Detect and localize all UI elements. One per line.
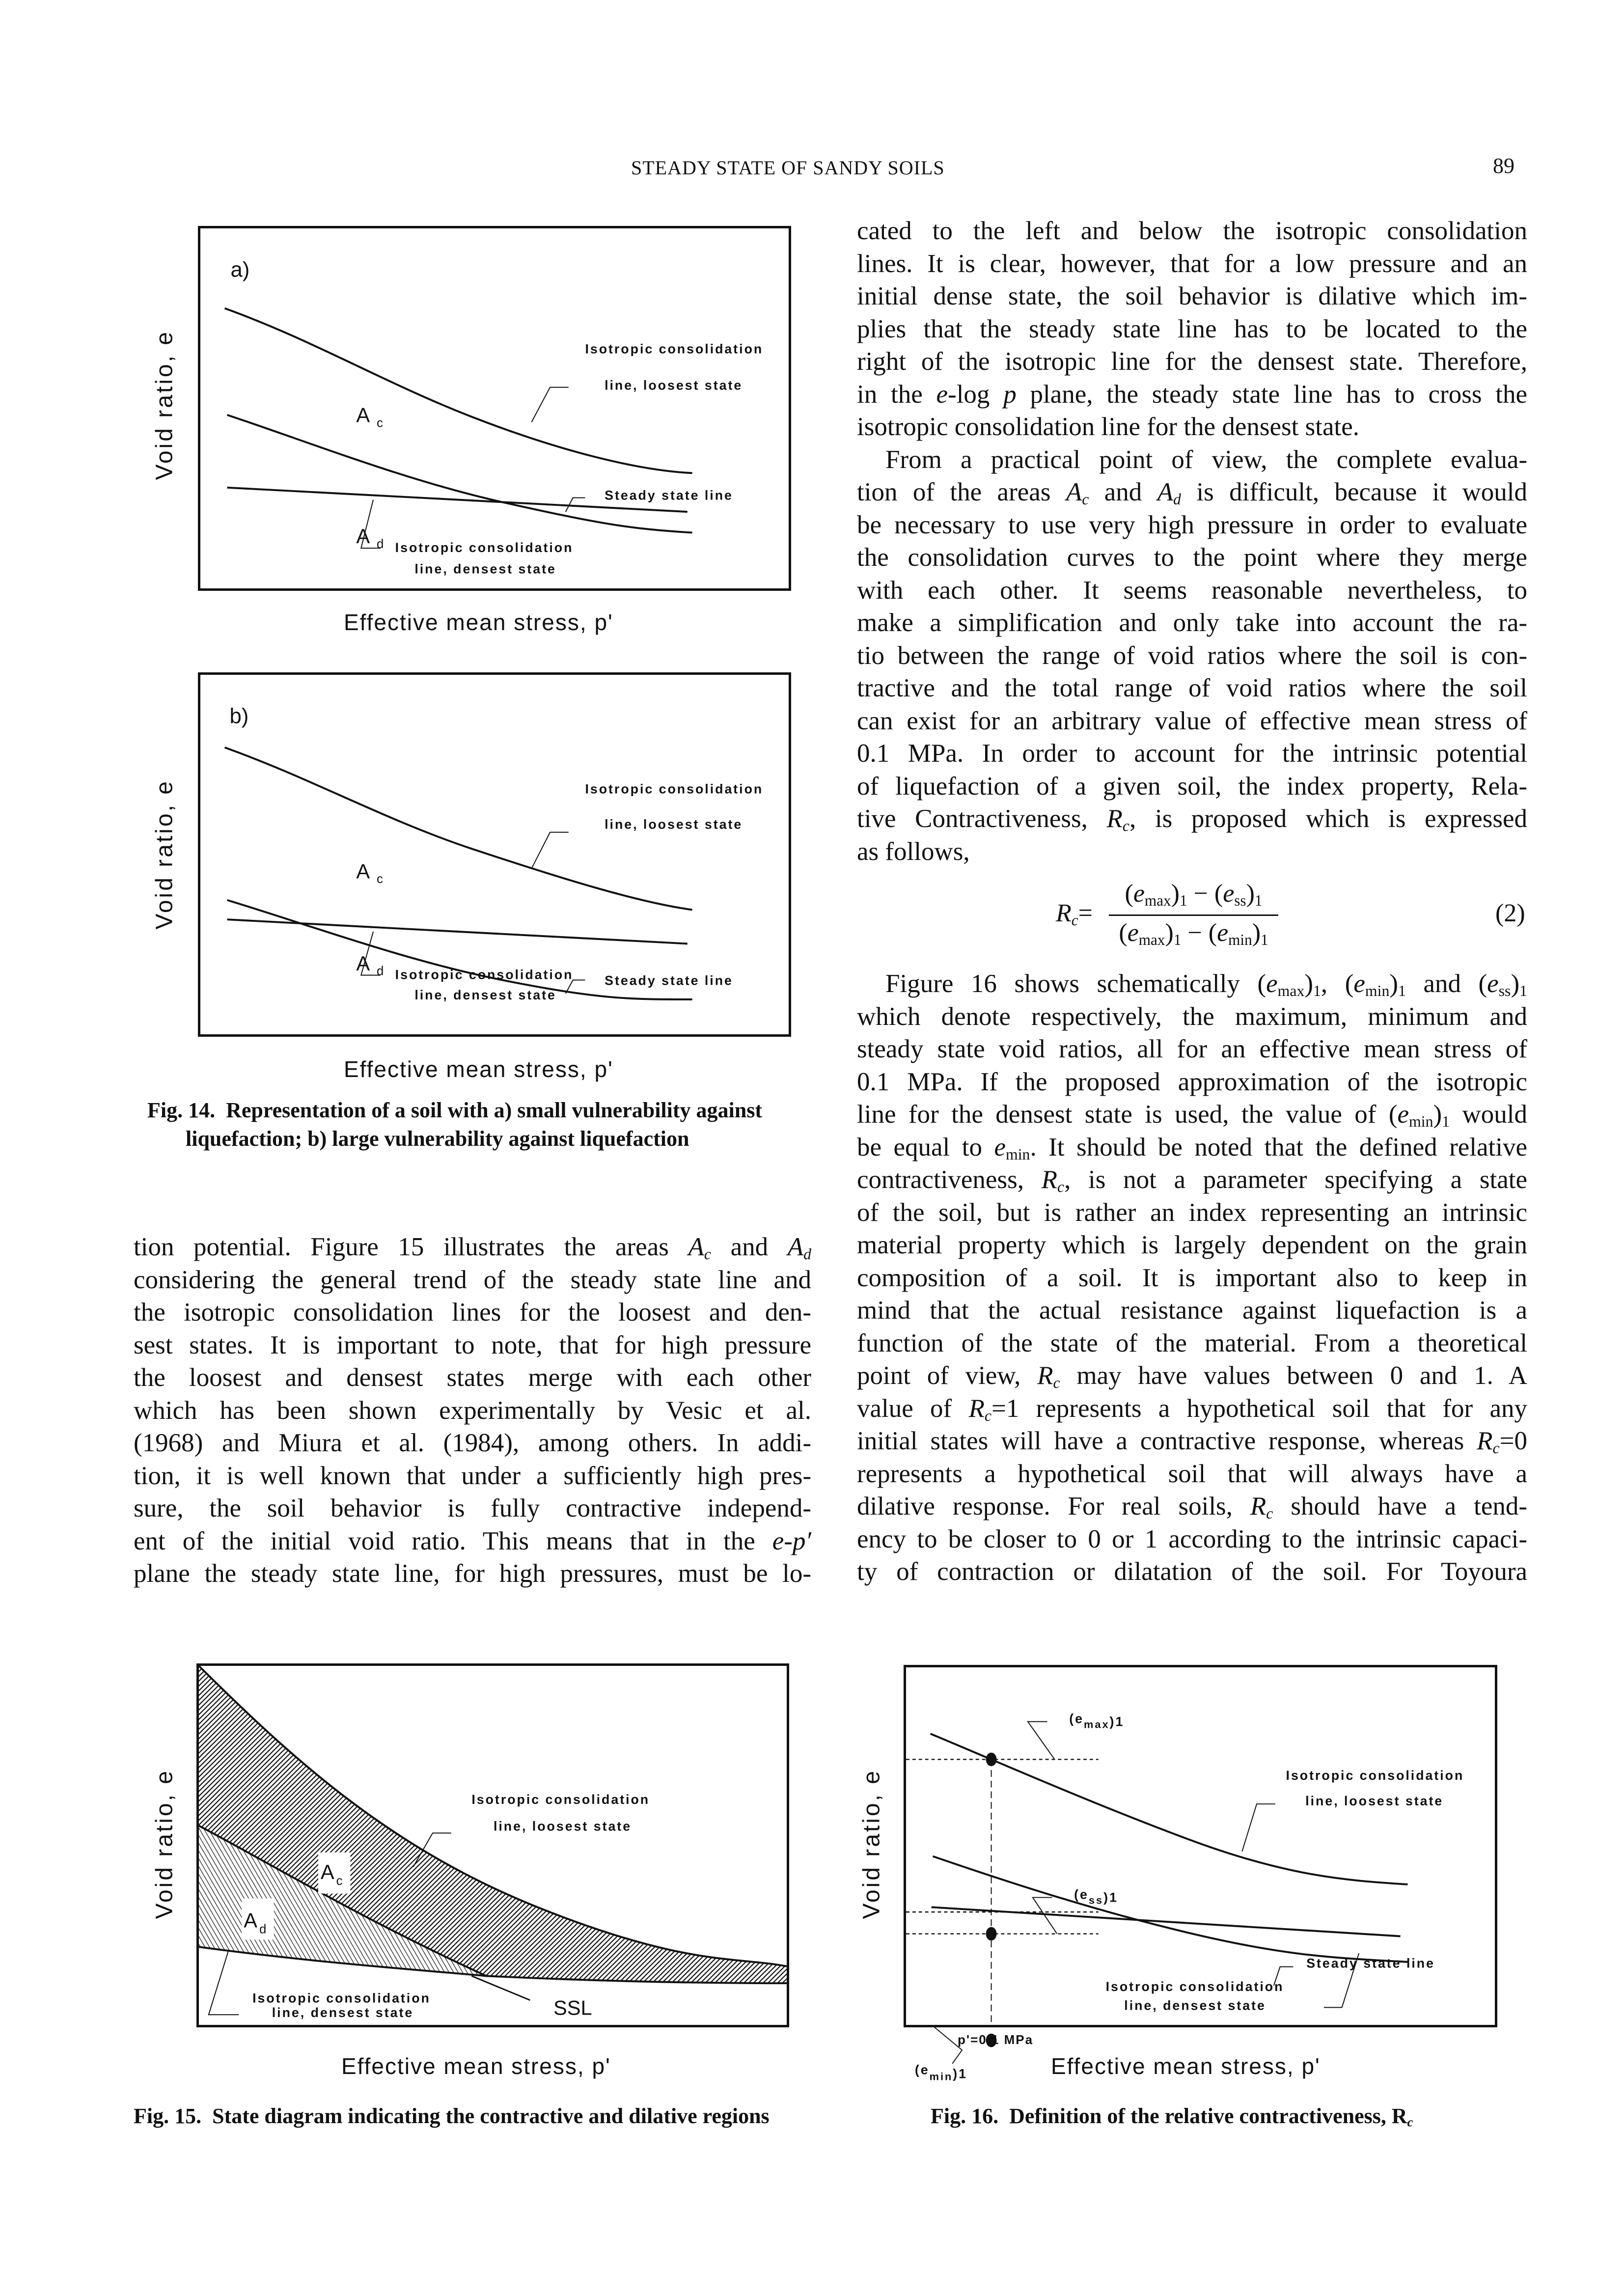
text-line: represents a hypothetical soil that will always have a bbox=[857, 1459, 1527, 1488]
fig14a-plot bbox=[200, 228, 789, 588]
label-loosest-2: line, loosest state bbox=[1305, 1794, 1444, 1809]
text-line: of the soil, but is rather an index representing an intrinsic bbox=[857, 1198, 1527, 1227]
text-line: tion potential. Figure 15 illustrates the areas $A_c$ and $A_d$ bbox=[134, 1233, 811, 1263]
text-line: plies that the steady state line has to be located to the bbox=[857, 314, 1527, 343]
fig14b-plot bbox=[200, 675, 789, 1034]
caption-text: State diagram indicating the contractive and dilative regions bbox=[212, 2104, 770, 2128]
equation-lhs: $R_c=$ bbox=[1056, 899, 1093, 929]
label-ess: $(e_{ss})1$ bbox=[1074, 1887, 1118, 1907]
fig16-caption bbox=[931, 2102, 1544, 2130]
text-line: initial dense state, the soil behavior is dilative which im- bbox=[857, 282, 1527, 310]
area-d-sub: d bbox=[259, 1922, 267, 1936]
label-densest-2: line, densest state bbox=[272, 2005, 414, 2020]
text-line: function of the state of the material. From a theoretical bbox=[857, 1328, 1527, 1357]
text-line: From a practical point of view, the complete evalua- bbox=[885, 445, 1527, 474]
label-ssl: Steady state line bbox=[605, 488, 733, 503]
panel-tag: a) bbox=[230, 258, 250, 282]
text-line: be necessary to use very high pressure in order to evaluate bbox=[857, 510, 1527, 539]
fig15-plot bbox=[199, 1666, 787, 2025]
text-line: the loosest and densest states merge with each other bbox=[134, 1363, 811, 1392]
lhs-symbol: R bbox=[1056, 899, 1072, 927]
area-c-label: A bbox=[320, 1860, 334, 1884]
label-densest-1: Isotropic consolidation bbox=[252, 1991, 431, 2006]
leader-loosest bbox=[531, 832, 568, 869]
plot-frame bbox=[198, 672, 791, 1037]
text-line: ent of the initial void ratio. This means that in the e-p′ bbox=[134, 1526, 811, 1555]
emax-point bbox=[986, 1753, 997, 1767]
leader-densest bbox=[209, 1952, 239, 2015]
x-axis-label: Effective mean stress, p' bbox=[1051, 2053, 1321, 2079]
text-line: tractive and the total range of void ratios where the soil bbox=[857, 674, 1527, 702]
text-line: cated to the left and below the isotropic consolidation bbox=[857, 217, 1527, 245]
text-line: (1968) and Miura et al. (1984), among others. In addi- bbox=[134, 1429, 811, 1457]
y-axis-label: Void ratio, e bbox=[151, 1769, 178, 1919]
x-axis-label: Effective mean stress, p' bbox=[341, 2053, 611, 2079]
label-densest-1: Isotropic consolidation bbox=[395, 967, 574, 982]
fig14-caption bbox=[147, 1096, 815, 1153]
p-marker-label: p'=0.1 MPa bbox=[958, 2032, 1034, 2047]
text-line: isotropic consolidation line for the densest state. bbox=[857, 413, 1359, 441]
text-line: value of $R_c=1$ represents a hypothetical soil that for any bbox=[857, 1394, 1527, 1424]
area-d-sub: d bbox=[377, 537, 384, 552]
label-loosest-2: line, loosest state bbox=[493, 1819, 632, 1834]
text-line: in the e-log p plane, the steady state line has to cross the bbox=[857, 380, 1527, 409]
area-d-label: A bbox=[356, 951, 370, 975]
right-column-text-top bbox=[857, 215, 1527, 868]
densest-line bbox=[227, 919, 688, 943]
y-axis-label: Void ratio, e bbox=[151, 330, 178, 480]
label-loosest-1: Isotropic consolidation bbox=[585, 341, 764, 357]
text-line: plane the steady state line, for high pressures, must be lo- bbox=[134, 1559, 811, 1588]
label-densest-1: Isotropic consolidation bbox=[1105, 1979, 1284, 1994]
ess-point bbox=[986, 1927, 997, 1941]
text-line: which denote respectively, the maximum, minimum and bbox=[857, 1002, 1527, 1031]
area-c-label: A bbox=[356, 859, 370, 883]
label-emin: $(e_{min})1$ bbox=[914, 2062, 968, 2083]
fig15-caption bbox=[134, 2102, 821, 2130]
text-line: as follows, bbox=[857, 837, 970, 866]
caption-text-2: liquefaction; b) large vulnerability against liquefaction bbox=[186, 1127, 689, 1151]
text-line: make a simplification and only take into account the ra- bbox=[857, 608, 1527, 637]
fraction-bar bbox=[1109, 914, 1278, 916]
y-axis-label: Void ratio, e bbox=[858, 1769, 885, 1919]
text-line: initial states will have a contractive response, whereas $R_c=0$ bbox=[857, 1427, 1527, 1457]
label-ssl: SSL bbox=[553, 1996, 592, 2019]
text-line: ty of contraction or dilatation of the soil. For Toyoura bbox=[857, 1557, 1527, 1586]
y-axis-label: Void ratio, e bbox=[151, 779, 178, 930]
text-line: 0.1 MPa. In order to account for the intrinsic potential bbox=[857, 739, 1527, 768]
text-line: sure, the soil behavior is fully contractive independ- bbox=[134, 1494, 811, 1522]
left-column-text bbox=[134, 1231, 811, 1590]
caption-sub: c bbox=[1407, 2114, 1413, 2129]
label-densest-2: line, densest state bbox=[1124, 1998, 1266, 2013]
text-line: be equal to $e_{min}$. It should be noted that the defined relative bbox=[857, 1133, 1527, 1163]
text-line: with each other. It seems reasonable nevertheless, to bbox=[857, 576, 1527, 605]
text-line: line for the densest state is used, the value of $(e_{min})_1$ would bbox=[857, 1100, 1528, 1130]
text-line: point of view, $R_c$ may have values between 0 and 1. A bbox=[857, 1361, 1527, 1391]
label-densest-2: line, densest state bbox=[414, 988, 556, 1002]
text-line: the isotropic consolidation lines for the loosest and den- bbox=[134, 1298, 811, 1327]
text-line: Figure 16 shows schematically $(e_{max})_1$, $(e_{min})_1$ and $(e_{ss})_1$ bbox=[885, 969, 1527, 999]
lhs-sub: c bbox=[1071, 911, 1078, 929]
text-line: tion of the areas $A_c$ and $A_d$ is difficult, because it would bbox=[857, 478, 1527, 508]
area-c-sub: c bbox=[377, 872, 383, 886]
right-column-text-bottom bbox=[857, 968, 1527, 1588]
running-title: STEADY STATE OF SANDY SOILS bbox=[631, 157, 945, 179]
equation-2 bbox=[1056, 879, 1527, 953]
label-loosest-1: Isotropic consolidation bbox=[471, 1792, 650, 1807]
text-line: tive Contractiveness, $R_c$, is proposed which is expressed bbox=[857, 804, 1528, 834]
area-c-sub: c bbox=[377, 416, 383, 430]
equation-number: (2) bbox=[1495, 899, 1525, 927]
page-number: 89 bbox=[1493, 154, 1514, 178]
steady-state-line bbox=[227, 415, 692, 533]
leader-ssl bbox=[471, 1976, 530, 2000]
text-line: tion, it is well known that under a sufficiently high pres- bbox=[134, 1461, 811, 1490]
text-line: considering the general trend of the steady state line and bbox=[134, 1265, 811, 1294]
caption-text-1: Representation of a soil with a) small vulnerability against bbox=[226, 1098, 762, 1122]
caption-number: Fig. 16. bbox=[931, 2104, 999, 2128]
label-densest-2: line, densest state bbox=[414, 561, 556, 577]
text-line: steady state void ratios, all for an effective mean stress of bbox=[857, 1035, 1527, 1063]
plot-frame bbox=[196, 1663, 789, 2027]
text-line: 0.1 MPa. If the proposed approximation of the isotropic bbox=[857, 1067, 1527, 1096]
caption-number: Fig. 15. bbox=[134, 2104, 202, 2128]
equation-denominator: $(e_{max})_1 - (e_{min})_1$ bbox=[1119, 919, 1268, 948]
area-c-label: A bbox=[356, 403, 370, 427]
x-axis-label: Effective mean stress, p' bbox=[344, 1056, 613, 1082]
label-loosest-2: line, loosest state bbox=[605, 817, 743, 832]
equation-numerator: $(e_{max})_1 - (e_{ss})_1$ bbox=[1125, 880, 1263, 909]
text-line: material property which is largely dependent on the grain bbox=[857, 1231, 1527, 1259]
text-line: which has been shown experimentally by Vesic et al. bbox=[134, 1396, 811, 1425]
label-loosest-1: Isotropic consolidation bbox=[585, 781, 764, 797]
steady-state-line bbox=[933, 1856, 1408, 1962]
leader-loosest bbox=[531, 387, 568, 422]
text-line: dilative response. For real soils, $R_c$ should have a tend- bbox=[857, 1492, 1527, 1522]
area-c-sub: c bbox=[336, 1874, 343, 1888]
text-line: the consolidation curves to the point where they merge bbox=[857, 543, 1527, 572]
area-d-label: A bbox=[356, 525, 370, 548]
text-line: ency to be closer to 0 or 1 according to the intrinsic capaci- bbox=[857, 1524, 1527, 1553]
caption-text: Definition of the relative contractiveness, R bbox=[1009, 2104, 1407, 2128]
panel-tag: b) bbox=[229, 704, 249, 728]
x-axis-label: Effective mean stress, p' bbox=[344, 609, 613, 635]
text-line: mind that the actual resistance against liquefaction is a bbox=[857, 1296, 1527, 1325]
text-line: tio between the range of void ratios where the soil is con- bbox=[857, 641, 1527, 670]
text-line: of liquefaction of a given soil, the index property, Rela- bbox=[857, 772, 1527, 801]
text-line: lines. It is clear, however, that for a low pressure and an bbox=[857, 249, 1527, 278]
loosest-line bbox=[931, 1734, 1408, 1884]
text-line: composition of a soil. It is important also to keep in bbox=[857, 1263, 1527, 1292]
label-emax: $(e_{max})1$ bbox=[1069, 1711, 1125, 1731]
caption-number: Fig. 14. bbox=[147, 1098, 216, 1122]
area-d-sub: d bbox=[377, 964, 384, 978]
label-densest-1: Isotropic consolidation bbox=[395, 540, 574, 555]
label-loosest-1: Isotropic consolidation bbox=[1286, 1768, 1464, 1783]
label-loosest-2: line, loosest state bbox=[605, 378, 743, 393]
text-line: right of the isotropic line for the densest state. Therefore, bbox=[857, 347, 1527, 376]
area-d-label: A bbox=[244, 1908, 258, 1932]
label-ssl: Steady state line bbox=[605, 973, 733, 988]
leader-emax bbox=[1028, 1721, 1055, 1759]
text-line: can exist for an arbitrary value of effective mean stress of bbox=[857, 706, 1527, 735]
leader-loosest bbox=[1242, 1804, 1275, 1852]
plot-frame bbox=[198, 226, 791, 591]
text-line: sest states. It is important to note, that for high pressure bbox=[134, 1330, 811, 1359]
label-ssl: Steady state line bbox=[1306, 1956, 1435, 1971]
text-line: contractiveness, $R_c$, is not a parameter specifying a state bbox=[857, 1165, 1527, 1195]
